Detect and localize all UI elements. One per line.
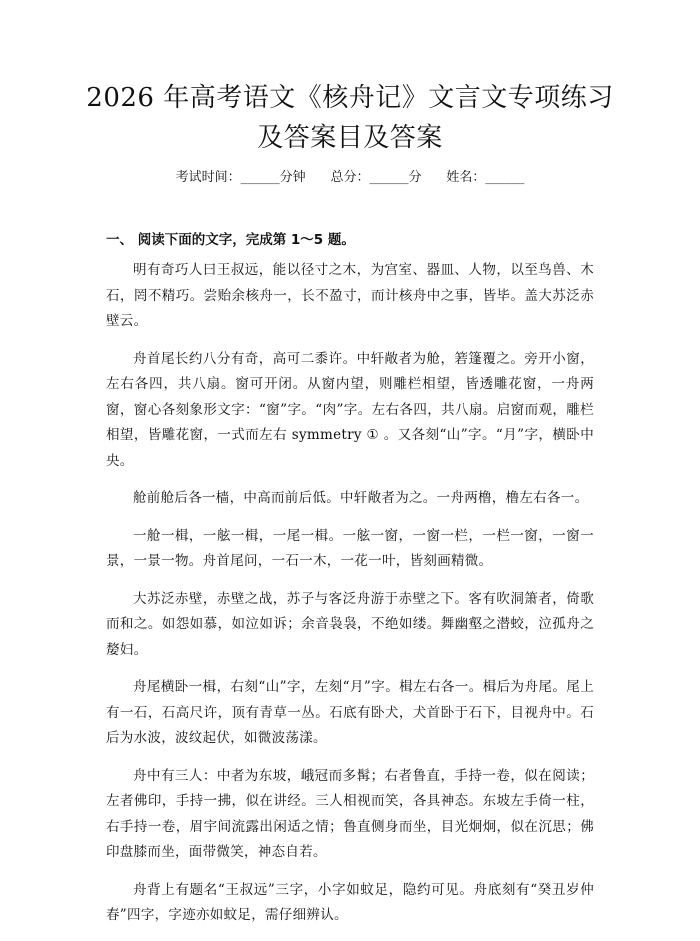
name-blank: ______ xyxy=(485,170,525,185)
score-blank: ______ xyxy=(369,170,409,185)
exam-info-line xyxy=(0,168,700,188)
time-unit: 分钟 xyxy=(279,170,306,185)
paragraph: 舟尾横卧一楫，右刻“山”字，左刻“月”字。楫左右各一。楫后为舟尾。尾上有一石，石高尺许，顶有青草一丛。石底有卧犬，犬首卧于石下，目视舟中。石后为水波，波纹起伏，如微波荡漾。 xyxy=(106,679,594,746)
paragraph: 明有奇巧人曰王叔远，能以径寸之木，为宫室、器皿、人物，以至鸟兽、木石，罔不精巧。尝贻余核舟一，长不盈寸，而计核舟中之事，皆毕。盖大苏泛赤壁云。 xyxy=(106,262,594,329)
section-heading: 一、 阅读下面的文字，完成第 1～5 题。 xyxy=(106,232,355,248)
passage-body xyxy=(106,258,594,941)
paragraph: 大苏泛赤壁，赤壁之战，苏子与客泛舟游于赤壁之下。客有吹洞箫者，倚歌而和之。如怨如慕，如泣如诉；余音袅袅，不绝如缕。舞幽壑之潜蛟，泣孤舟之嫠妇。 xyxy=(106,590,594,658)
time-blank: ______ xyxy=(240,170,280,185)
paragraph: 一舱一楫，一舷一楫，一尾一楫。一舷一窗，一窗一栏，一栏一窗，一窗一景，一景一物。舟首尾问，一石一木，一花一叶，皆刻画精微。 xyxy=(106,527,594,569)
score-unit: 分 xyxy=(408,170,422,185)
score-label: 总分： xyxy=(330,170,370,185)
paragraph: 舟中有三人：中者为东坡，峨冠而多髯；右者鲁直，手持一卷，似在阅读；左者佛印，手持一拂，似在讲经。三人相视而笑，各具神态。东坡左手倚一柱，右手持一卷，眉宇间流露出闲适之情；鲁直侧身而坐，目光炯炯，似在沉思；佛印盘膝而坐，面带微笑，神态自若。 xyxy=(106,767,594,860)
name-label: 姓名： xyxy=(446,170,486,185)
paragraph: 舟背上有题名“王叔远”三字，小字如蚊足，隐约可见。舟底刻有“癸丑岁仲春”四字，字迹亦如蚊足，需仔细辨认。 xyxy=(106,881,594,923)
document-title-line-1: 2026 年高考语文《核舟记》文言文专项练习 xyxy=(86,83,614,113)
document-title-line-2: 及答案目及答案 xyxy=(257,123,443,153)
paragraph: 舟首尾长约八分有奇，高可二黍许。中轩敞者为舱，箬篷覆之。旁开小窗，左右各四，共八扇。窗可开闭。从窗内望，则雕栏相望，皆透雕花窗，一舟两窗，窗心各刻象形文字：“窗”字。“肉”字。左右各四，共八扇。启窗而观，雕栏相望，皆雕花窗，一式而左右 symmetry ① 。又各刻“山”字。“月”字，横卧中央。 xyxy=(106,350,594,469)
time-label: 考试时间： xyxy=(175,170,241,185)
paragraph: 舱前舱后各一樯，中高而前后低。中轩敞者为之。一舟两橹，橹左右各一。 xyxy=(133,490,589,506)
